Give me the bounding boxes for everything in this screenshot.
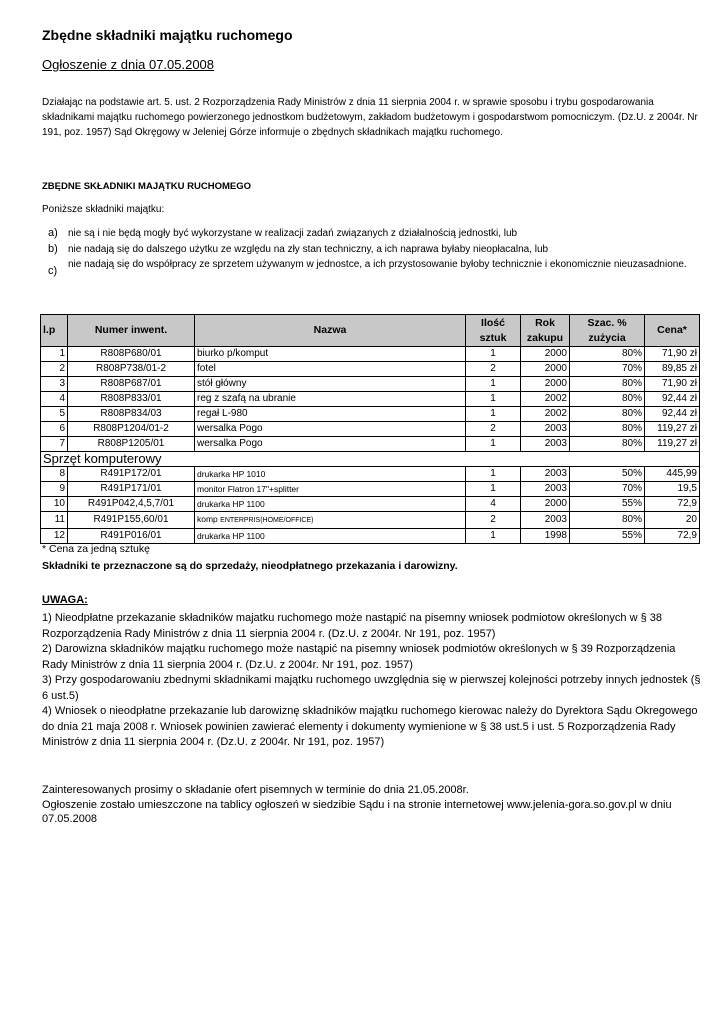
cell-quantity: 1 [466,392,521,407]
condition-c [48,258,708,286]
section-heading: ZBĘDNE SKŁADNIKI MAJĄTKU RUCHOMEGO [42,181,251,192]
closing-text [42,783,707,827]
cell-wear: 55% [570,497,645,512]
header-quantity-line2: sztuk [479,331,507,344]
cell-quantity: 1 [466,377,521,392]
condition-letter: a) [48,227,58,239]
cell-year: 2002 [521,407,570,422]
table-row [41,392,700,407]
cell-price: 71,90 zł [645,347,700,362]
cell-price: 119,27 zł [645,437,700,452]
cell-year: 2000 [521,497,570,512]
cell-quantity: 1 [466,529,521,544]
cell-inventory-number: R491P155,60/01 [68,512,195,529]
header-year [521,315,570,347]
cell-name: reg z szafą na ubranie [195,392,466,407]
cell-name [195,512,466,529]
cell-wear: 50% [570,467,645,482]
table-row [41,377,700,392]
table-row [41,437,700,452]
condition-a [48,227,708,241]
cell-year: 2002 [521,392,570,407]
cell-price: 92,44 zł [645,392,700,407]
header-price: Cena* [645,315,700,347]
uwaga-heading: UWAGA: [42,594,88,606]
announcement-date: Ogłoszenie z dnia 07.05.2008 [42,57,215,72]
cell-name: monitor Flatron 17"+splitter [195,482,466,497]
table-row [41,407,700,422]
publication-info: Ogłoszenie zostało umieszczone na tablicy ogłoszeń w siedzibie Sądu i na stronie internetowej www.jelenia-gora.so.gov.pl w dniu 07.05.2008 [42,798,672,825]
cell-lp: 10 [41,497,68,512]
cell-lp: 1 [41,347,68,362]
cell-inventory-number: R808P680/01 [68,347,195,362]
cell-year: 2003 [521,512,570,529]
cell-name: regał L-980 [195,407,466,422]
cell-name-detail: ENTERPRIS(HOME/OFFICE) [220,517,314,524]
document-title: Zbędne składniki majątku ruchomego [42,27,293,43]
price-footnote: * Cena za jedną sztukę [42,543,150,555]
cell-inventory-number: R808P1205/01 [68,437,195,452]
note-item: 2) Darowizna składników majątku ruchomego może nastąpić na pisemny wniosek podmiotów określonych w § 39 Rozporządzenia Rady Ministrów z dnia 11 sierpnia 2004 r. (Dz.U. z 2004r. Nr 191, poz. 1957) [42,643,676,671]
cell-quantity: 1 [466,467,521,482]
table-row [41,467,700,482]
header-wear-line2: zużycia [588,331,626,344]
cell-lp: 12 [41,529,68,544]
purpose-statement: Składniki te przeznaczone są do sprzedaży, nieodpłatnego przekazania i darowizny. [42,560,458,572]
condition-b [48,243,708,257]
cell-price: 72,9 [645,497,700,512]
table-row [41,422,700,437]
cell-wear: 80% [570,512,645,529]
cell-price: 72,9 [645,529,700,544]
note-item: 4) Wniosek o nieodpłatne przekazanie lub darowiznę składników majątku ruchomego kierowac należy do Dyrektora Sądu Okregowego do dnia 21 maja 2008 r. Wniosek powinien zawierać elementy i dokumenty wymienione w § 38 ust.5 i ust. 5 Rozporządzenia Rady Ministrów z dnia 11 sierpnia 2004 r. (Dz.U. z 2004r. Nr 191, poz. 1957) [42,705,698,748]
condition-text: nie nadają się do współpracy ze sprzetem używanym w jednostce, a ich przystosowanie byłoby technicznie i ekonomicznie nieuzasadnione. [68,259,687,270]
table-row [41,529,700,544]
cell-name: drukarka HP 1010 [195,467,466,482]
cell-inventory-number: R808P1204/01-2 [68,422,195,437]
cell-inventory-number: R491P171/01 [68,482,195,497]
cell-quantity: 2 [466,512,521,529]
cell-name: wersalka Pogo [195,437,466,452]
cell-lp: 6 [41,422,68,437]
header-year-line1: Rok [535,316,555,329]
note-item: 3) Przy gospodarowaniu zbednymi składnikami majątku ruchomego uwzględnia się w pierwszej kolejności potrzeby innych jednostek (§ 6 ust.5) [42,674,701,702]
cell-wear: 80% [570,437,645,452]
assets-table [40,314,700,544]
header-quantity-line1: Ilość [481,316,505,329]
notes-list [42,611,702,751]
cell-price: 89,85 zł [645,362,700,377]
table-row [41,512,700,529]
header-inventory-number: Numer inwent. [68,315,195,347]
cell-lp: 2 [41,362,68,377]
header-year-line2: zakupu [526,331,564,344]
cell-lp: 9 [41,482,68,497]
cell-wear: 70% [570,362,645,377]
condition-text: nie nadają się do dalszego użytku ze względu na zły stan techniczny, a ich naprawa byłaby nieopłacalna, lub [68,244,549,255]
table-row [41,482,700,497]
cell-quantity: 1 [466,482,521,497]
cell-name: fotel [195,362,466,377]
cell-name: stół główny [195,377,466,392]
header-quantity [466,315,521,347]
table-header-row [41,315,700,347]
cell-name: drukarka HP 1100 [195,529,466,544]
cell-lp: 11 [41,512,68,529]
cell-price: 92,44 zł [645,407,700,422]
header-lp: l.p [41,315,68,347]
cell-quantity: 4 [466,497,521,512]
cell-inventory-number: R491P172/01 [68,467,195,482]
header-wear [570,315,645,347]
cell-year: 2003 [521,437,570,452]
cell-year: 2003 [521,482,570,497]
cell-lp: 8 [41,467,68,482]
cell-inventory-number: R808P687/01 [68,377,195,392]
cell-name-main: komp [197,514,221,524]
cell-inventory-number: R491P016/01 [68,529,195,544]
cell-quantity: 1 [466,437,521,452]
cell-lp: 5 [41,407,68,422]
cell-wear: 70% [570,482,645,497]
cell-year: 2003 [521,467,570,482]
cell-quantity: 1 [466,407,521,422]
condition-letter: b) [48,243,58,255]
cell-quantity: 2 [466,422,521,437]
cell-wear: 80% [570,392,645,407]
table-row [41,347,700,362]
cell-lp: 7 [41,437,68,452]
section-label-computers: Sprzęt komputerowy [41,452,700,467]
lead-text: Poniższe składniki majątku: [42,204,165,215]
note-item: 1) Nieodpłatne przekazanie składników majatku ruchomego może nastąpić na pisemny wniosek podmiotow określonych w § 38 Rozporządzenia Rady Ministrów z dnia 11 sierpnia 2004 r. (Dz.U. z 2004r. Nr 191, poz. 1957) [42,612,662,640]
cell-quantity: 2 [466,362,521,377]
cell-price: 19,5 [645,482,700,497]
cell-wear: 80% [570,347,645,362]
cell-inventory-number: R808P833/01 [68,392,195,407]
cell-name: biurko p/komput [195,347,466,362]
cell-price: 71,90 zł [645,377,700,392]
cell-inventory-number: R808P834/03 [68,407,195,422]
cell-price: 445,99 [645,467,700,482]
table-section-row [41,452,700,467]
cell-year: 1998 [521,529,570,544]
offer-deadline: Zainteresowanych prosimy o składanie ofert pisemnych w terminie do dnia 21.05.2008r. [42,784,469,796]
cell-inventory-number: R808P738/01-2 [68,362,195,377]
cell-wear: 80% [570,377,645,392]
cell-inventory-number: R491P042,4,5,7/01 [68,497,195,512]
cell-wear: 80% [570,407,645,422]
cell-price: 20 [645,512,700,529]
intro-paragraph: Działając na podstawie art. 5. ust. 2 Rozporządzenia Rady Ministrów z dnia 11 sierpnia 2004 r. w sprawie sposobu i trybu gospodarowania składnikami majątku ruchomego powierzonego jednostkom budżetowym, zakładom budżetowym i gospodarstwom pomocniczym. (Dz.U. z 2004r. Nr 191, poz. 1957) Sąd Okręgowy w Jeleniej Górze informuje o zbędnych składnikach majątku ruchomego. [42,97,698,138]
cell-year: 2000 [521,377,570,392]
cell-lp: 4 [41,392,68,407]
table-row [41,362,700,377]
table-row [41,497,700,512]
header-name: Nazwa [195,315,466,347]
cell-name: drukarka HP 1100 [195,497,466,512]
cell-wear: 55% [570,529,645,544]
cell-wear: 80% [570,422,645,437]
cell-year: 2000 [521,362,570,377]
cell-name: wersalka Pogo [195,422,466,437]
cell-quantity: 1 [466,347,521,362]
condition-text: nie są i nie będą mogły być wykorzystane w realizacji zadań związanych z działalnością jednostki, lub [68,228,518,239]
header-wear-line1: Szac. % [587,316,627,329]
cell-year: 2003 [521,422,570,437]
cell-year: 2000 [521,347,570,362]
cell-price: 119,27 zł [645,422,700,437]
condition-letter: c) [48,265,58,277]
cell-lp: 3 [41,377,68,392]
